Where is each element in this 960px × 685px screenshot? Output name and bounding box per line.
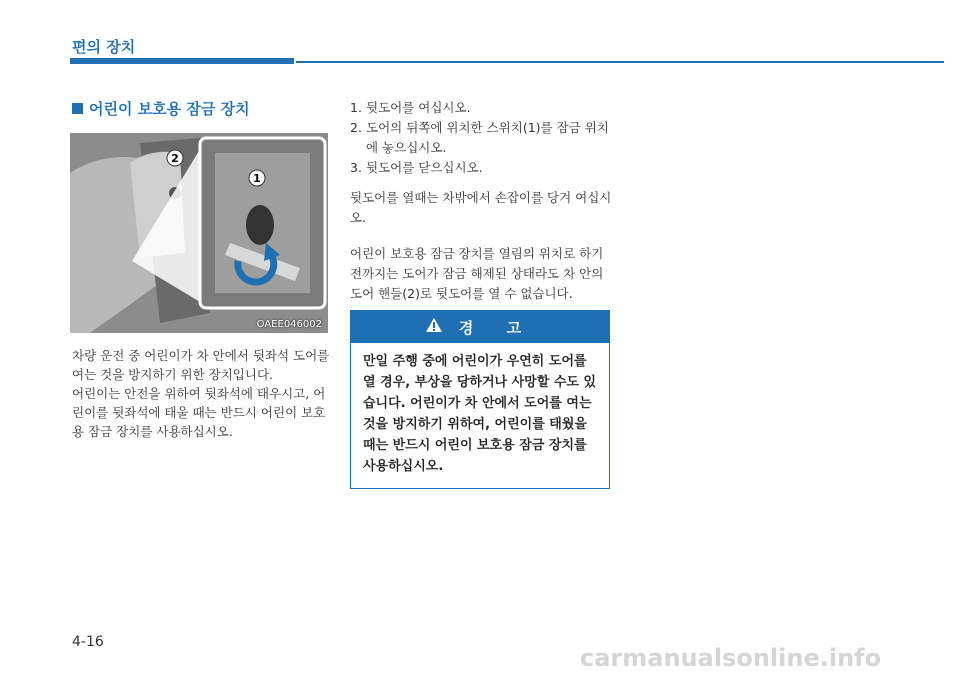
- left-para-2: 어린이는 안전을 위하여 뒷좌석에 태우시고, 어린이를 뒷좌석에 태울 때는 반드시 어린이 보호용 잠금 장치를 사용하십시오.: [72, 386, 326, 439]
- warning-triangle-icon: [425, 317, 443, 337]
- right-para-1: 뒷도어를 열때는 차밖에서 손잡이를 당겨 여십시오.: [350, 190, 612, 225]
- section-title: 편의 장치: [72, 38, 136, 56]
- door-illustration-svg: [70, 133, 328, 333]
- section-heading: [72, 98, 250, 119]
- step-number: 3.: [350, 160, 362, 175]
- step-item: [350, 118, 612, 158]
- warning-box: [350, 310, 610, 489]
- header-rule-thin: [296, 61, 944, 63]
- warning-header: [351, 311, 609, 343]
- steps-list: [350, 98, 612, 178]
- warning-body: 만일 주행 중에 어린이가 우연히 도어를 열 경우, 부상을 당하거나 사망할 수도 있습니다. 어린이가 차 안에서 도어를 여는 것을 방지하기 위하여, 어린이를 태웠을 때는 반드시 어린이 보호용 잠금 장치를 사용하십시오.: [363, 354, 597, 474]
- step-text: 도어의 뒤쪽에 위치한 스위치(1)를 잠금 위치에 놓으십시오.: [366, 120, 609, 155]
- right-para-2: 어린이 보호용 잠금 장치를 열림의 위치로 하기 전까지는 도어가 잠금 해제된 상태라도 차 안의 도어 핸들(2)로 뒷도어를 열 수 없습니다.: [350, 246, 604, 301]
- right-column: [350, 98, 612, 304]
- step-number: 2.: [350, 120, 362, 135]
- step-text: 뒷도어를 여십시오.: [366, 100, 471, 115]
- step-number: 1.: [350, 100, 362, 115]
- square-bullet-icon: [72, 103, 83, 114]
- callout-1: 1: [253, 172, 261, 185]
- header-rule-thick: [70, 58, 294, 64]
- left-para-1: 차량 운전 중 어린이가 차 안에서 뒷좌석 도어를 여는 것을 방지하기 위한 장치입니다.: [72, 348, 330, 382]
- watermark: carmanualsonline.info: [580, 644, 882, 672]
- warning-title: 경 고: [458, 318, 536, 337]
- callout-2: 2: [171, 152, 179, 165]
- left-description: [72, 346, 330, 441]
- step-item: [350, 98, 612, 118]
- step-text: 뒷도어를 닫으십시오.: [366, 160, 483, 175]
- figure-code: OAEE046002: [256, 319, 322, 330]
- page-number: 4-16: [72, 634, 104, 650]
- heading-text: 어린이 보호용 잠금 장치: [89, 100, 250, 118]
- step-item: [350, 158, 612, 178]
- door-lock-illustration: [70, 133, 328, 333]
